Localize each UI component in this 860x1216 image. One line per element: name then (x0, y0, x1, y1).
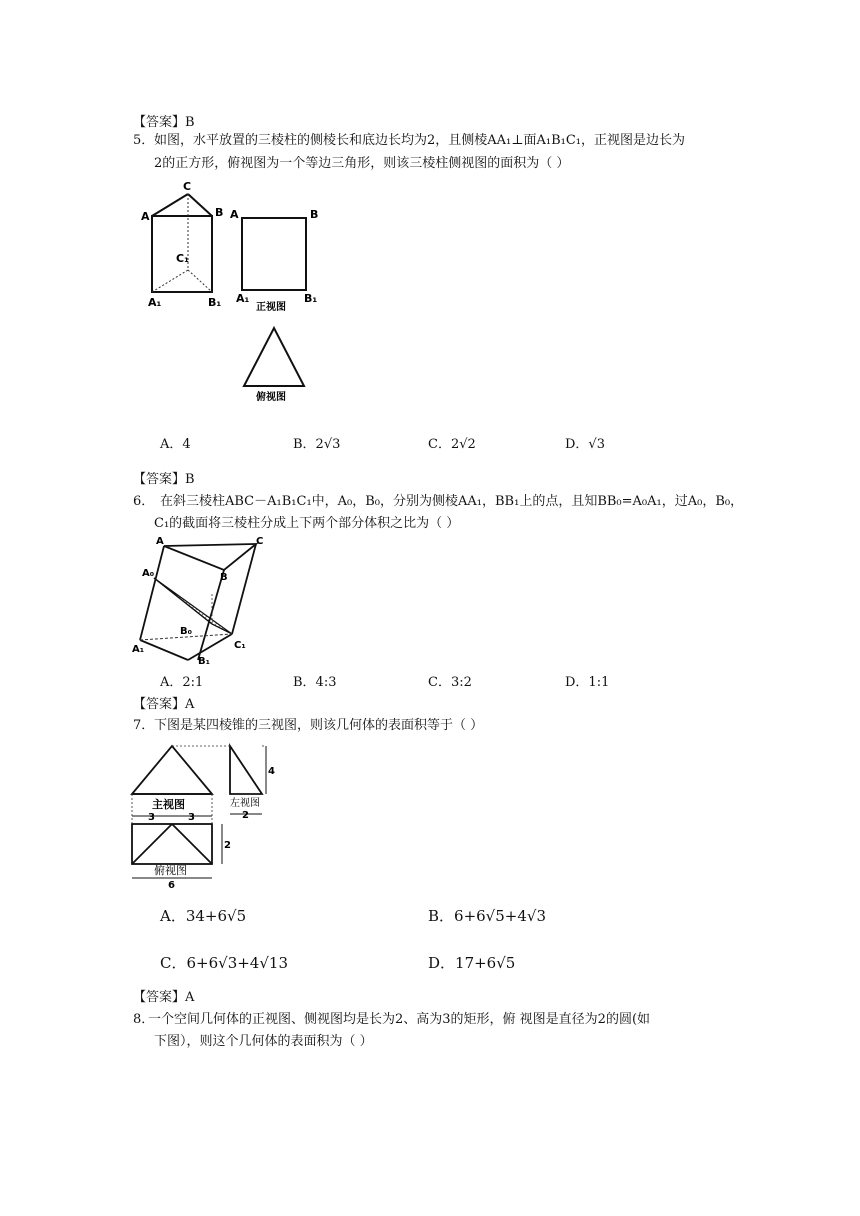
answer-q5: 【答案】B (133, 472, 195, 487)
q6-label-A1: A₁ (132, 644, 145, 655)
question-8-line2: 下图），则这个几何体的表面积为（ ） (154, 1034, 373, 1049)
q7-dim-3a: 3 (148, 812, 155, 823)
q6-option-a: A．2:1 (160, 675, 204, 690)
label-B1: B₁ (208, 296, 222, 309)
front-label-A1: A₁ (236, 292, 250, 305)
label-C1: C₁ (176, 252, 189, 265)
q6-label-A: A (156, 536, 164, 547)
label-A1: A₁ (148, 296, 162, 309)
answer-q6: 【答案】A (133, 697, 195, 712)
q7-dim-3b: 3 (188, 812, 195, 823)
front-view-caption: 正视图 (256, 302, 286, 313)
q7-option-a: A．34+6√5 (160, 907, 247, 925)
question-5-number: 5． (133, 133, 155, 148)
question-5-line2: 2的正方形，俯视图为一个等边三角形，则该三棱柱侧视图的面积为（ ） (154, 156, 570, 171)
q7-front-caption: 主视图 (152, 798, 185, 811)
front-view-square (242, 218, 306, 290)
q6-label-C1: C₁ (234, 640, 246, 651)
question-7-number: 7． (133, 718, 155, 733)
q7-dim-4: 4 (268, 766, 275, 777)
question-6-line1: 在斜三棱柱ABC－A₁B₁C₁中，A₀，B₀，分别为侧棱AA₁，BB₁上的点，且知BB₀=A₀A₁，过A₀，B₀， (160, 494, 744, 509)
top-view-triangle (244, 328, 304, 386)
question-5-line1: 如图，水平放置的三棱柱的侧棱长和底边长均为2，且侧棱AA₁⊥面A₁B₁C₁，正视图是边长为 (154, 133, 686, 148)
q6-option-c: C．3:2 (428, 675, 472, 690)
q5-option-a: A．4 (160, 437, 191, 452)
hatched-section (154, 578, 232, 634)
answer-q4: 【答案】B (133, 115, 195, 130)
question-7-line1: 下图是某四棱锥的三视图，则该几何体的表面积等于（ ） (154, 718, 484, 733)
q6-label-B: B (220, 572, 228, 583)
q7-option-b: B．6+6√5+4√3 (428, 907, 546, 925)
q7-option-d: D．17+6√5 (428, 954, 516, 972)
q7-top-caption: 俯视图 (154, 864, 187, 877)
question-6-number: 6． (133, 494, 155, 509)
q7-front-view (132, 746, 212, 794)
top-view-caption: 俯视图 (256, 392, 286, 403)
label-B: B (215, 206, 224, 219)
q6-option-b: B．4:3 (293, 675, 337, 690)
q5-option-d: D．√3 (565, 437, 605, 452)
front-label-B1: B₁ (304, 292, 318, 305)
q7-dim-6: 6 (168, 880, 175, 891)
label-A: A (141, 210, 150, 223)
q6-label-B1: B₁ (198, 656, 211, 667)
q6-label-B0: B₀ (180, 626, 193, 637)
front-label-B: B (310, 208, 319, 221)
q7-option-c: C．6+6√3+4√13 (160, 954, 288, 972)
q7-top-view (132, 824, 212, 864)
answer-q7: 【答案】A (133, 990, 195, 1005)
question-8-line1: 一个空间几何体的正视图、侧视图均是长为2、高为3的矩形，俯 视图是直径为2的圆(如 (148, 1012, 651, 1027)
q6-label-A0: A₀ (142, 568, 155, 579)
q6-label-C: C (256, 536, 264, 547)
q5-figure (140, 178, 380, 408)
question-8-number: 8． (133, 1012, 155, 1027)
q7-dim-2-side: 2 (242, 810, 249, 821)
q5-option-c: C．2√2 (428, 437, 476, 452)
q7-figure (126, 738, 276, 891)
front-label-A: A (230, 208, 239, 221)
label-C: C (183, 180, 192, 193)
q7-side-view (230, 746, 262, 794)
q7-side-caption: 左视图 (230, 798, 260, 809)
q6-figure (128, 536, 278, 666)
q7-dim-2-top: 2 (224, 840, 231, 851)
q6-option-d: D．1:1 (565, 675, 610, 690)
q5-option-b: B．2√3 (293, 437, 341, 452)
question-6-line2: C₁的截面将三棱柱分成上下两个部分体积之比为（ ） (154, 516, 460, 531)
